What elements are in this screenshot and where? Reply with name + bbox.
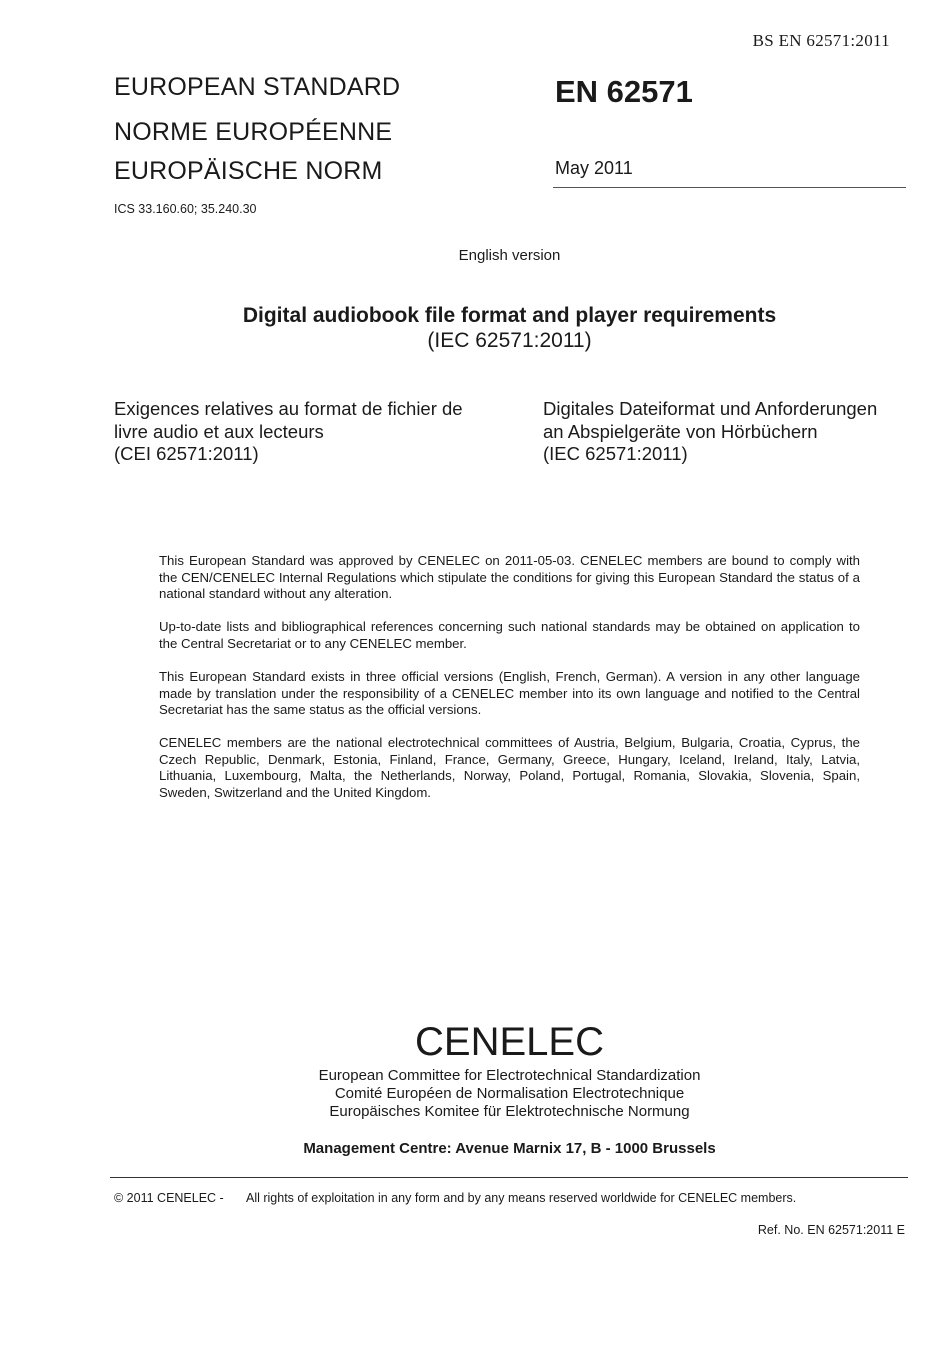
approval-notes — [159, 553, 860, 818]
title-french: NORME EUROPÉENNE — [114, 118, 393, 146]
header-divider — [553, 187, 906, 188]
title-english: EUROPEAN STANDARD — [114, 73, 401, 101]
ics-codes: ICS 33.160.60; 35.240.30 — [114, 202, 257, 216]
german-title-reference: (IEC 62571:2011) — [543, 443, 688, 464]
german-title-block — [543, 398, 923, 466]
note-paragraph: Up-to-date lists and bibliographical references concerning such national standards may be obtained on application to the Central Secretariat or to any CENELEC member. — [159, 619, 860, 651]
french-title-line: Exigences relatives au format de fichier de — [114, 398, 463, 419]
note-paragraph: CENELEC members are the national electrotechnical committees of Austria, Belgium, Bulgaria, Croatia, Cyprus, the Czech Republic, Denmark, Estonia, Finland, France, Germany, Greece, Hungary, Iceland, Ireland, Italy, Latvia, Lithuania, Luxembourg, Malta, the Netherlands, Norway, Poland, Portugal, Romania, Slovakia, Slovenia, Spain, Sweden, Switzerland and the United Kingdom. — [159, 735, 860, 801]
organization-name-english: European Committee for Electrotechnical Standardization — [318, 1067, 701, 1084]
document-title-reference: (IEC 62571:2011) — [427, 329, 592, 352]
language-version: English version — [458, 247, 561, 264]
title-german: EUROPÄISCHE NORM — [114, 157, 383, 185]
footer-divider — [110, 1177, 908, 1178]
standard-number: EN 62571 — [555, 74, 693, 109]
french-title-block — [114, 398, 494, 466]
french-title-reference: (CEI 62571:2011) — [114, 443, 259, 464]
bs-reference: BS EN 62571:2011 — [752, 31, 890, 50]
note-paragraph: This European Standard was approved by CENELEC on 2011-05-03. CENELEC members are bound to comply with the CEN/CENELEC Internal Regulations which stipulate the conditions for giving this European Standard the status of a national standard without any alteration. — [159, 553, 860, 602]
copyright-notice: © 2011 CENELEC - — [114, 1191, 224, 1205]
german-title-line: Digitales Dateiformat und Anforderungen — [543, 398, 878, 419]
publication-date: May 2011 — [555, 158, 633, 178]
management-centre-address: Management Centre: Avenue Marnix 17, B - 1000 Brussels — [303, 1140, 716, 1157]
rights-statement: All rights of exploitation in any form and by any means reserved worldwide for CENELEC members. — [246, 1191, 797, 1205]
organization-name: CENELEC — [415, 1020, 604, 1064]
french-title-line: livre audio et aux lecteurs — [114, 420, 324, 442]
organization-name-german: Europäisches Komitee für Elektrotechnische Normung — [329, 1103, 690, 1120]
german-title-line: an Abspielgeräte von Hörbüchern — [543, 420, 818, 442]
note-paragraph: This European Standard exists in three official versions (English, French, German). A version in any other language made by translation under the responsibility of a CENELEC member into its own language and notified to the Central Secretariat has the same status as the official versions. — [159, 668, 860, 718]
document-title: Digital audiobook file format and player requirements — [242, 304, 777, 327]
organization-name-french: Comité Européen de Normalisation Electrotechnique — [334, 1085, 685, 1102]
reference-number: Ref. No. EN 62571:2011 E — [757, 1223, 905, 1237]
